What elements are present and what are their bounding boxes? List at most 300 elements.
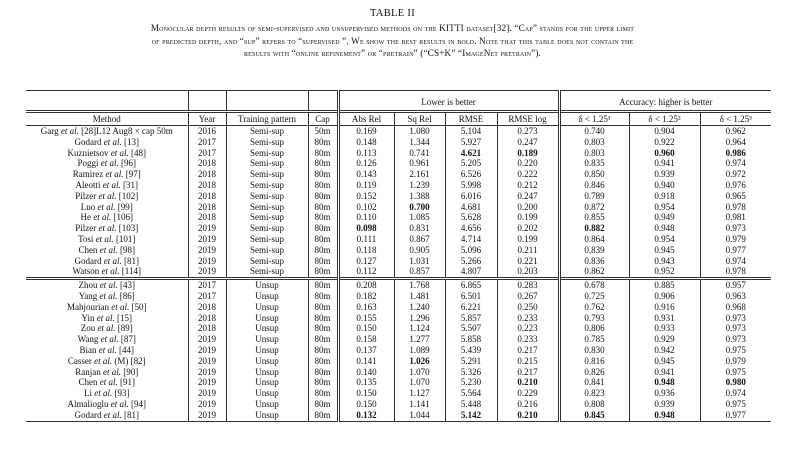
delta-1-cell: 0.808 bbox=[559, 399, 629, 410]
et-al-text: et al. bbox=[95, 323, 116, 334]
author-name: Yang bbox=[78, 290, 98, 301]
cap-cell: 80m bbox=[308, 334, 338, 345]
method-cell bbox=[26, 313, 188, 324]
method-reference: [99] bbox=[115, 201, 133, 212]
training-pattern-cell: Unsup bbox=[226, 345, 308, 356]
table-row bbox=[26, 223, 771, 234]
rmse-cell: 6.501 bbox=[445, 291, 497, 302]
abs-rel-cell: 0.137 bbox=[338, 345, 394, 356]
method-reference: [93] bbox=[112, 388, 130, 399]
delta-2-cell: 0.954 bbox=[629, 202, 700, 213]
method-cell bbox=[26, 302, 188, 313]
training-pattern-cell: Semi-sup bbox=[226, 223, 308, 234]
rmse-log-cell: 0.223 bbox=[497, 323, 559, 334]
method-reference: [97] bbox=[123, 169, 141, 180]
sq-rel-cell: 1.080 bbox=[394, 126, 445, 137]
method-reference: [50] bbox=[129, 301, 147, 312]
method-cell bbox=[26, 291, 188, 302]
cap-cell: 80m bbox=[308, 410, 338, 421]
rmse-log-cell: 0.229 bbox=[497, 388, 559, 399]
delta-1-cell: 0.855 bbox=[559, 212, 629, 223]
rmse-log-cell: 0.210 bbox=[497, 410, 559, 421]
method-reference: [98] bbox=[117, 244, 135, 255]
method-reference: [94] bbox=[128, 398, 146, 409]
delta-1-cell: 0.839 bbox=[559, 245, 629, 256]
author-name: He bbox=[80, 212, 91, 223]
sq-rel-cell: 1.277 bbox=[394, 334, 445, 345]
table-row bbox=[26, 356, 771, 367]
cap-cell: 80m bbox=[308, 323, 338, 334]
table-row bbox=[26, 388, 771, 399]
col-rmse: RMSE bbox=[445, 112, 497, 126]
method-cell bbox=[26, 137, 188, 148]
year-cell: 2019 bbox=[188, 345, 226, 356]
delta-2-cell: 0.941 bbox=[629, 158, 700, 169]
delta-1-cell: 0.762 bbox=[559, 302, 629, 313]
delta-1-cell: 0.803 bbox=[559, 137, 629, 148]
rmse-log-cell: 0.222 bbox=[497, 169, 559, 180]
training-pattern-cell: Semi-sup bbox=[226, 234, 308, 245]
delta-1-cell: 0.789 bbox=[559, 191, 629, 202]
rmse-log-cell: 0.273 bbox=[497, 126, 559, 137]
method-cell bbox=[26, 148, 188, 159]
rmse-log-cell: 0.216 bbox=[497, 399, 559, 410]
delta-3-cell: 0.974 bbox=[700, 388, 771, 399]
et-al-text: et al. bbox=[96, 223, 117, 234]
year-cell: 2018 bbox=[188, 323, 226, 334]
delta-3-cell: 0.964 bbox=[700, 137, 771, 148]
delta-3-cell: 0.975 bbox=[700, 367, 771, 378]
table-row bbox=[26, 234, 771, 245]
et-al-text: et al. bbox=[101, 409, 122, 420]
abs-rel-cell: 0.163 bbox=[338, 302, 394, 313]
rmse-log-cell: 0.199 bbox=[497, 212, 559, 223]
delta-3-cell: 0.976 bbox=[700, 180, 771, 191]
delta-1-cell: 0.864 bbox=[559, 234, 629, 245]
year-cell: 2019 bbox=[188, 388, 226, 399]
delta-2-cell: 0.931 bbox=[629, 313, 700, 324]
et-al-text: et al. bbox=[97, 290, 118, 301]
author-name: Chen bbox=[78, 377, 98, 388]
table-row bbox=[26, 399, 771, 410]
delta-2-cell: 0.922 bbox=[629, 137, 700, 148]
delta-2-cell: 0.948 bbox=[629, 377, 700, 388]
rmse-log-cell: 0.202 bbox=[497, 223, 559, 234]
col-method: Method bbox=[26, 112, 188, 126]
author-name: Watson bbox=[72, 266, 100, 277]
rmse-cell: 5.858 bbox=[445, 334, 497, 345]
table-row bbox=[26, 126, 771, 137]
author-name: Wang bbox=[77, 334, 99, 345]
col-delta-2: δ < 1.25² bbox=[629, 112, 700, 126]
delta-3-cell: 0.974 bbox=[700, 256, 771, 267]
author-name: Kuznietsov bbox=[67, 147, 109, 158]
abs-rel-cell: 0.158 bbox=[338, 334, 394, 345]
rmse-cell: 5.104 bbox=[445, 126, 497, 137]
cap-cell: 80m bbox=[308, 377, 338, 388]
et-al-text: et al. bbox=[93, 233, 114, 244]
rmse-cell: 4.807 bbox=[445, 266, 497, 278]
sq-rel-cell: 1.026 bbox=[394, 356, 445, 367]
delta-2-cell: 0.948 bbox=[629, 410, 700, 421]
delta-3-cell: 0.973 bbox=[700, 223, 771, 234]
delta-2-cell: 0.940 bbox=[629, 180, 700, 191]
year-cell: 2019 bbox=[188, 256, 226, 267]
author-name: Tosi bbox=[78, 233, 94, 244]
cap-cell: 80m bbox=[308, 367, 338, 378]
year-cell: 2019 bbox=[188, 377, 226, 388]
method-cell bbox=[26, 356, 188, 367]
year-cell: 2018 bbox=[188, 158, 226, 169]
training-pattern-cell: Semi-sup bbox=[226, 202, 308, 213]
cap-cell: 80m bbox=[308, 202, 338, 213]
method-cell bbox=[26, 126, 188, 137]
year-cell: 2018 bbox=[188, 212, 226, 223]
delta-3-cell: 0.986 bbox=[700, 148, 771, 159]
delta-1-cell: 0.862 bbox=[559, 266, 629, 278]
method-reference: (M) [82] bbox=[112, 355, 146, 366]
sq-rel-cell: 1.031 bbox=[394, 256, 445, 267]
year-cell: 2018 bbox=[188, 180, 226, 191]
rmse-cell: 5.439 bbox=[445, 345, 497, 356]
rmse-cell: 5.326 bbox=[445, 367, 497, 378]
abs-rel-cell: 0.150 bbox=[338, 388, 394, 399]
delta-1-cell: 0.678 bbox=[559, 279, 629, 291]
et-al-text: et al. bbox=[108, 398, 129, 409]
method-cell bbox=[26, 266, 188, 278]
table-row bbox=[26, 323, 771, 334]
table-row bbox=[26, 410, 771, 421]
et-al-text: et al. bbox=[96, 190, 117, 201]
training-pattern-cell: Semi-sup bbox=[226, 158, 308, 169]
year-cell: 2019 bbox=[188, 356, 226, 367]
delta-3-cell: 0.965 bbox=[700, 191, 771, 202]
delta-3-cell: 0.974 bbox=[700, 158, 771, 169]
method-cell bbox=[26, 202, 188, 213]
rmse-log-cell: 0.220 bbox=[497, 158, 559, 169]
sq-rel-cell: 1.044 bbox=[394, 410, 445, 421]
abs-rel-cell: 0.127 bbox=[338, 256, 394, 267]
author-name: Luo bbox=[80, 201, 96, 212]
training-pattern-cell: Unsup bbox=[226, 367, 308, 378]
sq-rel-cell: 1.296 bbox=[394, 313, 445, 324]
delta-2-cell: 0.954 bbox=[629, 234, 700, 245]
table-row bbox=[26, 245, 771, 256]
author-name: Zou bbox=[80, 323, 96, 334]
rmse-cell: 5.857 bbox=[445, 313, 497, 324]
table-row bbox=[26, 313, 771, 324]
method-reference: [87] bbox=[118, 334, 136, 345]
author-name: Pilzer bbox=[75, 190, 97, 201]
rmse-cell: 6.016 bbox=[445, 191, 497, 202]
delta-2-cell: 0.933 bbox=[629, 323, 700, 334]
method-reference: [81] bbox=[121, 409, 139, 420]
method-cell bbox=[26, 410, 188, 421]
method-cell bbox=[26, 377, 188, 388]
sq-rel-cell: 2.161 bbox=[394, 169, 445, 180]
semi-supervised-rows bbox=[26, 126, 771, 279]
author-name: Casser bbox=[67, 355, 92, 366]
col-training-pattern: Training pattern bbox=[226, 112, 308, 126]
abs-rel-cell: 0.119 bbox=[338, 180, 394, 191]
author-name: Chen bbox=[78, 244, 98, 255]
rmse-cell: 5.142 bbox=[445, 410, 497, 421]
abs-rel-cell: 0.150 bbox=[338, 323, 394, 334]
rmse-cell: 6.865 bbox=[445, 279, 497, 291]
rmse-cell: 5.266 bbox=[445, 256, 497, 267]
method-cell bbox=[26, 223, 188, 234]
method-cell bbox=[26, 323, 188, 334]
delta-2-cell: 0.952 bbox=[629, 266, 700, 278]
delta-3-cell: 0.975 bbox=[700, 399, 771, 410]
rmse-log-cell: 0.199 bbox=[497, 234, 559, 245]
delta-2-cell: 0.949 bbox=[629, 212, 700, 223]
training-pattern-cell: Semi-sup bbox=[226, 148, 308, 159]
delta-2-cell: 0.942 bbox=[629, 345, 700, 356]
abs-rel-cell: 0.141 bbox=[338, 356, 394, 367]
rmse-log-cell: 0.250 bbox=[497, 302, 559, 313]
year-cell: 2018 bbox=[188, 169, 226, 180]
et-al-text: et al. bbox=[97, 377, 118, 388]
delta-1-cell: 0.846 bbox=[559, 180, 629, 191]
method-cell bbox=[26, 158, 188, 169]
et-al-text: et al. bbox=[94, 312, 115, 323]
et-al-text: et al. bbox=[108, 147, 129, 158]
cap-cell: 80m bbox=[308, 212, 338, 223]
year-cell: 2019 bbox=[188, 334, 226, 345]
rmse-cell: 6.221 bbox=[445, 302, 497, 313]
delta-1-cell: 0.872 bbox=[559, 202, 629, 213]
rmse-cell: 5.927 bbox=[445, 137, 497, 148]
abs-rel-cell: 0.132 bbox=[338, 410, 394, 421]
table-row bbox=[26, 169, 771, 180]
rmse-cell: 5.205 bbox=[445, 158, 497, 169]
col-year: Year bbox=[188, 112, 226, 126]
cap-cell: 80m bbox=[308, 345, 338, 356]
method-reference: [86] bbox=[117, 290, 135, 301]
rmse-log-cell: 0.210 bbox=[497, 377, 559, 388]
method-cell bbox=[26, 234, 188, 245]
year-cell: 2019 bbox=[188, 399, 226, 410]
table-row bbox=[26, 180, 771, 191]
table-row bbox=[26, 334, 771, 345]
delta-3-cell: 0.978 bbox=[700, 202, 771, 213]
table-row bbox=[26, 377, 771, 388]
delta-3-cell: 0.972 bbox=[700, 169, 771, 180]
rmse-cell: 4.621 bbox=[445, 148, 497, 159]
abs-rel-cell: 0.113 bbox=[338, 148, 394, 159]
table-row bbox=[26, 266, 771, 278]
year-cell: 2019 bbox=[188, 266, 226, 278]
method-reference: [28]L12 Aug8 × cap 50m bbox=[78, 126, 173, 136]
year-cell: 2019 bbox=[188, 410, 226, 421]
method-reference: [44] bbox=[116, 344, 134, 355]
delta-1-cell: 0.740 bbox=[559, 126, 629, 137]
delta-1-cell: 0.803 bbox=[559, 148, 629, 159]
table-row bbox=[26, 279, 771, 291]
unsupervised-rows bbox=[26, 279, 771, 421]
delta-2-cell: 0.945 bbox=[629, 245, 700, 256]
et-al-text: et al. bbox=[101, 136, 122, 147]
table-row bbox=[26, 202, 771, 213]
training-pattern-cell: Unsup bbox=[226, 302, 308, 313]
abs-rel-cell: 0.118 bbox=[338, 245, 394, 256]
author-name: Ranjan bbox=[75, 366, 101, 377]
table-row bbox=[26, 137, 771, 148]
sq-rel-cell: 1.127 bbox=[394, 388, 445, 399]
year-cell: 2016 bbox=[188, 126, 226, 137]
abs-rel-cell: 0.111 bbox=[338, 234, 394, 245]
cap-cell: 80m bbox=[308, 180, 338, 191]
author-name: Yin bbox=[81, 312, 95, 323]
table-row bbox=[26, 302, 771, 313]
caption-line-2: of predicted depth, and “sup” refers to “supervised ”. We show the best results in bold. Note that this table does not contain the bbox=[151, 35, 634, 46]
author-name: Mahjourian bbox=[67, 301, 109, 312]
rmse-cell: 5.564 bbox=[445, 388, 497, 399]
delta-1-cell: 0.841 bbox=[559, 377, 629, 388]
table-row bbox=[26, 212, 771, 223]
method-reference: [15] bbox=[114, 312, 132, 323]
training-pattern-cell: Unsup bbox=[226, 291, 308, 302]
year-cell: 2017 bbox=[188, 137, 226, 148]
author-name: Pilzer bbox=[75, 223, 97, 234]
et-al-text: et al. bbox=[98, 158, 119, 169]
year-cell: 2018 bbox=[188, 313, 226, 324]
results-table bbox=[26, 90, 771, 422]
rmse-log-cell: 0.247 bbox=[497, 191, 559, 202]
delta-2-cell: 0.948 bbox=[629, 223, 700, 234]
col-delta-3: δ < 1.25³ bbox=[700, 112, 771, 126]
table-title: TABLE II bbox=[369, 8, 415, 19]
et-al-text: et al. bbox=[100, 179, 121, 190]
delta-3-cell: 0.973 bbox=[700, 334, 771, 345]
method-reference: [81] bbox=[121, 255, 139, 266]
sq-rel-cell: 0.961 bbox=[394, 158, 445, 169]
rmse-log-cell: 0.211 bbox=[497, 245, 559, 256]
training-pattern-cell: Semi-sup bbox=[226, 180, 308, 191]
author-name: Zhou bbox=[78, 280, 98, 291]
cap-cell: 80m bbox=[308, 279, 338, 291]
cap-cell: 80m bbox=[308, 148, 338, 159]
et-al-text: et al. bbox=[97, 280, 118, 291]
delta-3-cell: 0.975 bbox=[700, 345, 771, 356]
col-delta-1: δ < 1.25¹ bbox=[559, 112, 629, 126]
method-reference: [90] bbox=[121, 366, 139, 377]
rmse-cell: 5.230 bbox=[445, 377, 497, 388]
author-name: Bian bbox=[79, 344, 97, 355]
cap-cell: 80m bbox=[308, 223, 338, 234]
delta-1-cell: 0.830 bbox=[559, 345, 629, 356]
training-pattern-cell: Unsup bbox=[226, 356, 308, 367]
abs-rel-cell: 0.135 bbox=[338, 377, 394, 388]
rmse-log-cell: 0.233 bbox=[497, 313, 559, 324]
delta-2-cell: 0.929 bbox=[629, 334, 700, 345]
caption-line-3: results with “online refinement” or “pretrain” (“CS+K” “ImageNet pretrain”). bbox=[243, 48, 541, 59]
delta-2-cell: 0.941 bbox=[629, 367, 700, 378]
delta-3-cell: 0.979 bbox=[700, 356, 771, 367]
sq-rel-cell: 1.388 bbox=[394, 191, 445, 202]
year-cell: 2019 bbox=[188, 367, 226, 378]
sq-rel-cell: 1.239 bbox=[394, 180, 445, 191]
year-cell: 2018 bbox=[188, 302, 226, 313]
method-reference: [96] bbox=[118, 158, 136, 169]
rmse-log-cell: 0.283 bbox=[497, 279, 559, 291]
method-cell bbox=[26, 169, 188, 180]
training-pattern-cell: Unsup bbox=[226, 279, 308, 291]
rmse-cell: 4.681 bbox=[445, 202, 497, 213]
cap-cell: 80m bbox=[308, 266, 338, 278]
year-cell: 2018 bbox=[188, 191, 226, 202]
col-cap: Cap bbox=[308, 112, 338, 126]
rmse-log-cell: 0.203 bbox=[497, 266, 559, 278]
abs-rel-cell: 0.155 bbox=[338, 313, 394, 324]
author-name: Godard bbox=[74, 409, 102, 420]
year-cell: 2019 bbox=[188, 245, 226, 256]
cap-cell: 80m bbox=[308, 158, 338, 169]
delta-3-cell: 0.963 bbox=[700, 291, 771, 302]
delta-1-cell: 0.826 bbox=[559, 367, 629, 378]
abs-rel-cell: 0.102 bbox=[338, 202, 394, 213]
delta-3-cell: 0.973 bbox=[700, 323, 771, 334]
year-cell: 2017 bbox=[188, 291, 226, 302]
delta-1-cell: 0.806 bbox=[559, 323, 629, 334]
caption-line-1: Monocular depth results of semi-supervised and unsupervised methods on the KITTI dataset[32]. “Cap” stands for the upper limit bbox=[150, 23, 635, 33]
col-sq-rel: Sq Rel bbox=[394, 112, 445, 126]
method-cell bbox=[26, 212, 188, 223]
sq-rel-cell: 1.085 bbox=[394, 212, 445, 223]
method-reference: [13] bbox=[121, 136, 139, 147]
et-al-text: et al. bbox=[97, 244, 118, 255]
delta-2-cell: 0.885 bbox=[629, 279, 700, 291]
sq-rel-cell: 1.344 bbox=[394, 137, 445, 148]
sq-rel-cell: 0.857 bbox=[394, 266, 445, 278]
delta-3-cell: 0.977 bbox=[700, 245, 771, 256]
table-row bbox=[26, 191, 771, 202]
method-reference: [106] bbox=[111, 212, 133, 223]
training-pattern-cell: Semi-sup bbox=[226, 266, 308, 278]
sq-rel-cell: 0.700 bbox=[394, 202, 445, 213]
abs-rel-cell: 0.143 bbox=[338, 169, 394, 180]
rmse-log-cell: 0.217 bbox=[497, 345, 559, 356]
author-name: Poggi bbox=[77, 158, 99, 169]
cap-cell: 80m bbox=[308, 137, 338, 148]
abs-rel-cell: 0.098 bbox=[338, 223, 394, 234]
cap-cell: 80m bbox=[308, 256, 338, 267]
sq-rel-cell: 0.741 bbox=[394, 148, 445, 159]
method-reference: [114] bbox=[119, 266, 141, 277]
training-pattern-cell: Semi-sup bbox=[226, 191, 308, 202]
rmse-log-cell: 0.247 bbox=[497, 137, 559, 148]
method-cell bbox=[26, 399, 188, 410]
author-name: Li bbox=[84, 388, 92, 399]
et-al-text: et al. bbox=[91, 355, 113, 366]
year-cell: 2019 bbox=[188, 223, 226, 234]
method-cell bbox=[26, 345, 188, 356]
year-cell: 2018 bbox=[188, 202, 226, 213]
training-pattern-cell: Semi-sup bbox=[226, 126, 308, 137]
sq-rel-cell: 1.768 bbox=[394, 279, 445, 291]
results-table-wrapper bbox=[26, 90, 771, 422]
training-pattern-cell: Semi-sup bbox=[226, 137, 308, 148]
rmse-log-cell: 0.233 bbox=[497, 334, 559, 345]
training-pattern-cell: Semi-sup bbox=[226, 212, 308, 223]
abs-rel-cell: 0.140 bbox=[338, 367, 394, 378]
training-pattern-cell: Unsup bbox=[226, 410, 308, 421]
table-row bbox=[26, 256, 771, 267]
et-al-text: et al. bbox=[109, 301, 130, 312]
table-row bbox=[26, 291, 771, 302]
delta-2-cell: 0.945 bbox=[629, 356, 700, 367]
